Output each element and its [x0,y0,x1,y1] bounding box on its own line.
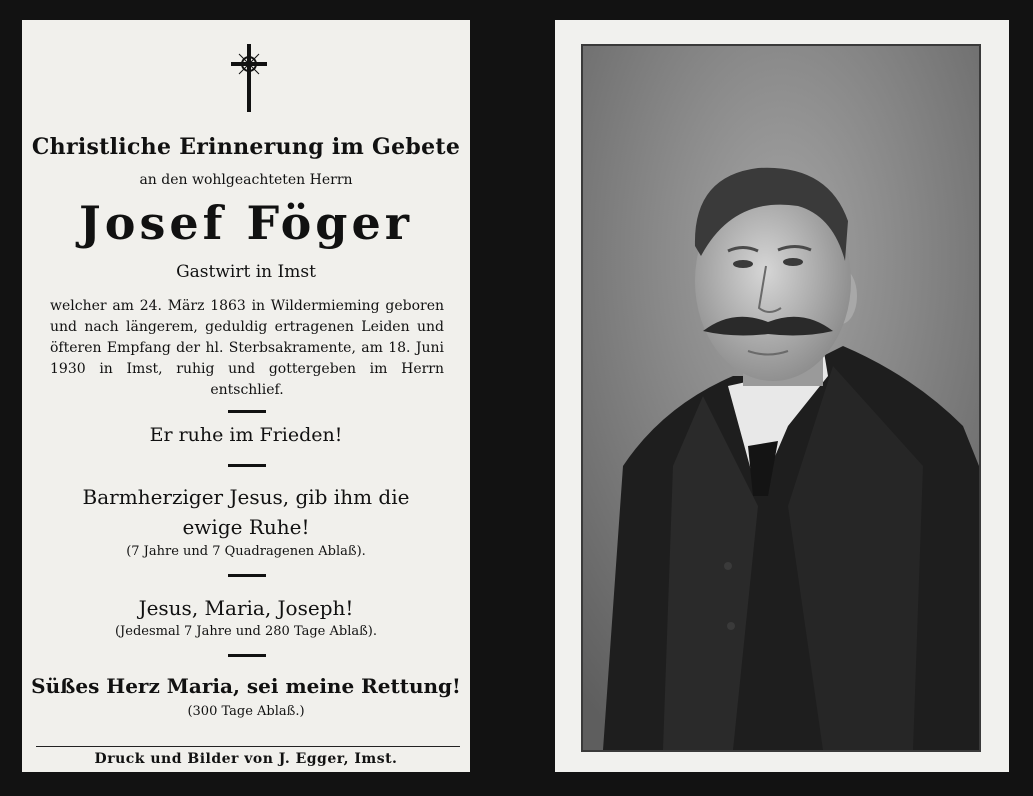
footer-divider [36,746,460,747]
portrait-photo [581,44,981,752]
portrait-illustration [583,46,979,750]
indulgence-3: (300 Tage Ablaß.) [187,704,305,719]
prayer-1: Barmherziger Jesus, gib ihm die ewige Ruhe! [82,485,410,539]
cross-icon [229,44,269,112]
deceased-name: Josef Föger [79,196,413,250]
divider [228,654,266,657]
memorial-card-photo [555,20,1009,772]
divider [228,464,266,467]
prayer-3: Süßes Herz Maria, sei meine Rettung! [31,674,461,698]
indulgence-1: (7 Jahre und 7 Quadragenen Ablaß). [126,544,366,559]
memorial-card-text [22,20,470,772]
biography: welcher am 24. März 1863 in Wildermieming geboren und nach längerem, geduldig ertragenen Leiden und öfteren Empfang der hl. Sterbsakramente, am 18. Juni 1930 in Imst, ruhig und gottergeben im Herrn entschlief. [50,298,444,398]
peace-line: Er ruhe im Frieden! [149,424,343,446]
divider [228,410,266,413]
card-heading: Christliche Erinnerung im Gebete [31,134,461,160]
card-subheading: an den wohlgeachteten Herrn [139,172,353,188]
prayer-2: Jesus, Maria, Joseph! [138,596,354,620]
printer-credit: Druck und Bilder von J. Egger, Imst. [94,751,398,767]
indulgence-2: (Jedesmal 7 Jahre und 280 Tage Ablaß). [114,624,378,639]
divider [228,574,266,577]
occupation: Gastwirt in Imst [176,262,316,282]
